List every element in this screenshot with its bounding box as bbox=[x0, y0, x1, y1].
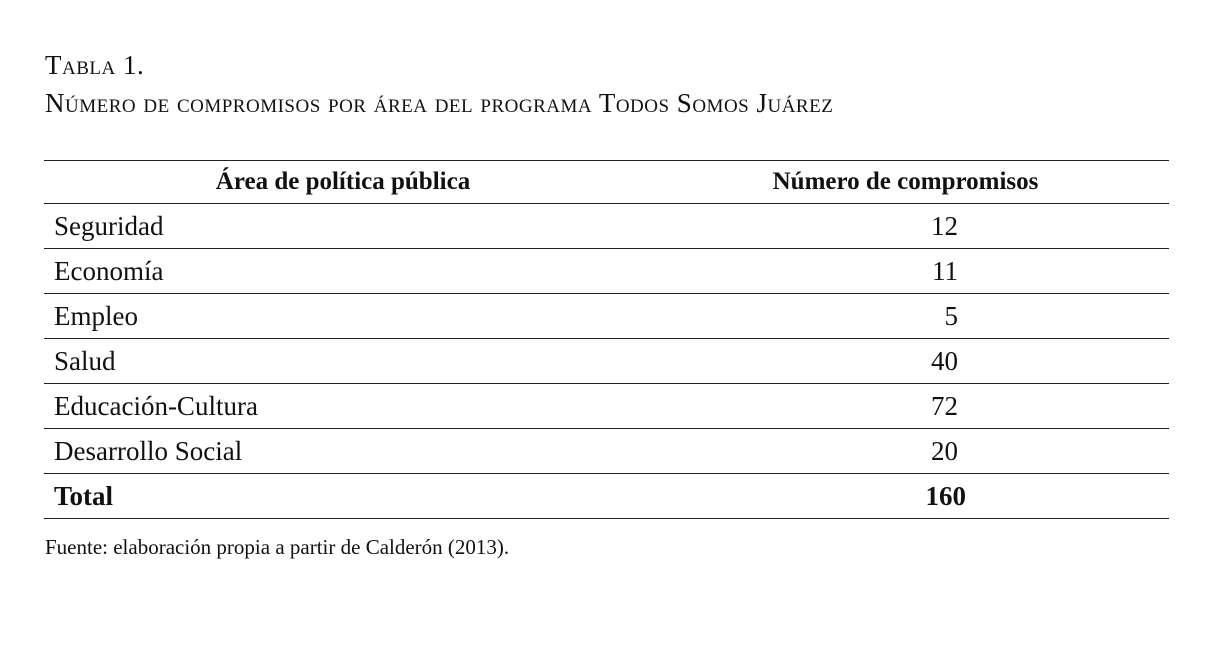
total-row bbox=[44, 474, 1169, 519]
row-count: 20 bbox=[931, 435, 958, 466]
row-count-cell bbox=[642, 384, 1169, 429]
table-row bbox=[44, 294, 1169, 339]
row-area: Educación-Cultura bbox=[44, 384, 642, 429]
total-count-cell bbox=[642, 474, 1169, 519]
row-count-cell bbox=[642, 249, 1169, 294]
row-count: 11 bbox=[932, 255, 958, 286]
total-label: Total bbox=[44, 474, 642, 519]
column-header-count: Número de compromisos bbox=[642, 161, 1169, 204]
table-source-note: Fuente: elaboración propia a partir de Calderón (2013). bbox=[45, 535, 510, 559]
table-row bbox=[44, 429, 1169, 474]
row-count-cell bbox=[642, 429, 1169, 474]
row-area: Empleo bbox=[44, 294, 642, 339]
table-row bbox=[44, 204, 1169, 249]
row-count: 72 bbox=[931, 390, 958, 421]
row-count-cell bbox=[642, 204, 1169, 249]
table-label: Tabla 1. bbox=[45, 50, 145, 80]
table-title: Número de compromisos por área del programa Todos Somos Juárez bbox=[45, 88, 834, 118]
commitments-table bbox=[44, 160, 1169, 519]
table-header-row bbox=[44, 161, 1169, 204]
row-count: 40 bbox=[931, 345, 958, 376]
row-area: Seguridad bbox=[44, 204, 642, 249]
column-header-area: Área de política pública bbox=[44, 161, 642, 204]
row-area: Salud bbox=[44, 339, 642, 384]
table-row bbox=[44, 339, 1169, 384]
row-count-cell bbox=[642, 339, 1169, 384]
row-area: Desarrollo Social bbox=[44, 429, 642, 474]
row-area: Economía bbox=[44, 249, 642, 294]
table-row bbox=[44, 384, 1169, 429]
row-count-cell bbox=[642, 294, 1169, 339]
total-count: 160 bbox=[925, 480, 966, 511]
row-count: 5 bbox=[944, 300, 958, 331]
table-caption bbox=[45, 46, 833, 122]
table-row bbox=[44, 249, 1169, 294]
row-count: 12 bbox=[931, 210, 958, 241]
